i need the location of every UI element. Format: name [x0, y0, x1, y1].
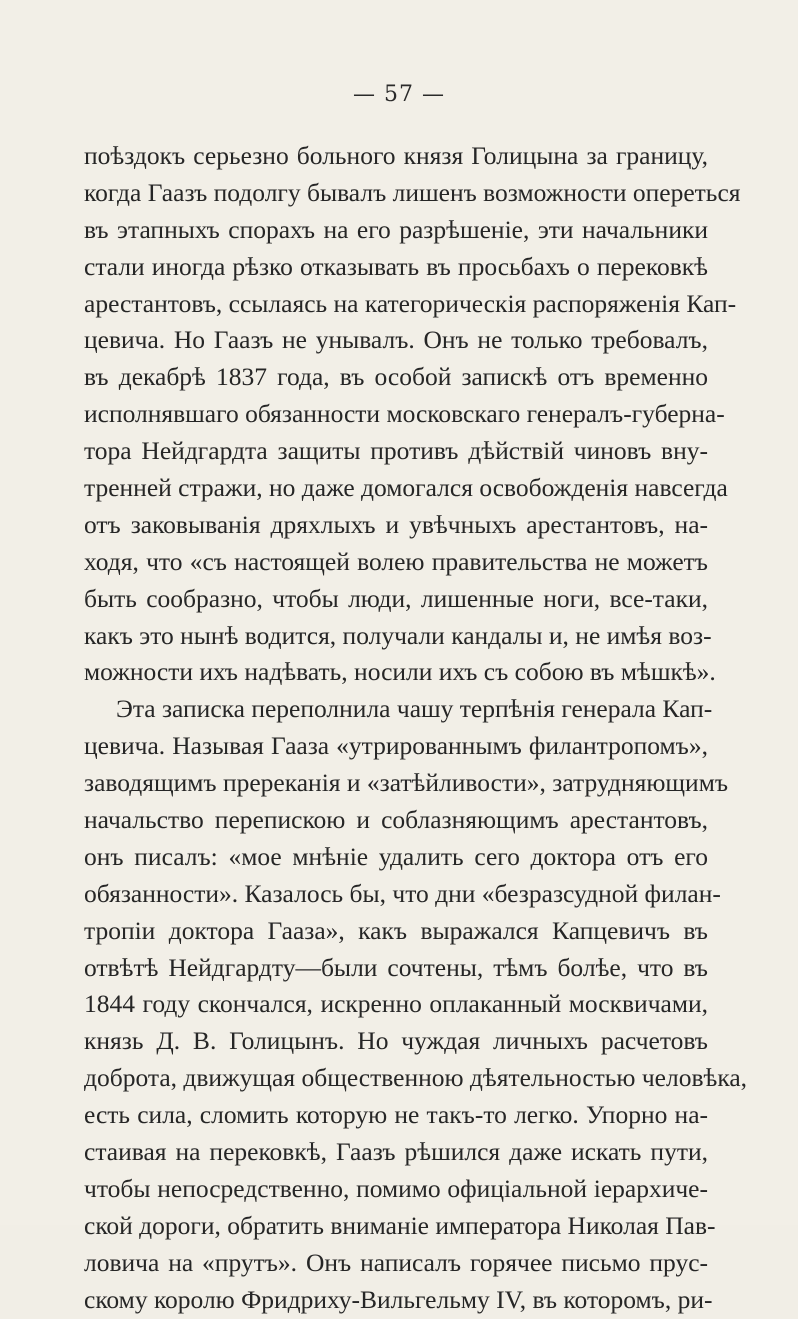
text-line: стаивая на перековкѣ, Гаазъ рѣшился даже искать пути, [84, 1137, 708, 1167]
text-line: князь Д. В. Голицынъ. Но чуждая личныхъ расчетовъ [84, 1026, 708, 1056]
text-line: 1844 году скончался, искренно оплаканный москвичами, [84, 989, 708, 1019]
body-text [84, 138, 748, 1319]
text-line: отвѣтѣ Нейдгардту—были сочтены, тѣмъ болѣе, что въ [84, 952, 708, 982]
text-line: ходя, что «съ настоящей волею правительства не можетъ [84, 546, 708, 576]
text-line: есть сила, сломить которую не такъ-то легко. Упорно на- [84, 1100, 708, 1130]
text-line: доброта, движущая общественною дѣятельностью человѣка, [84, 1063, 748, 1093]
text-line: стали иногда рѣзко отказывать въ просьбахъ о перековкѣ [84, 251, 708, 281]
text-line: арестантовъ, ссылаясь на категорическія распоряженія Кап- [84, 288, 737, 318]
text-line: въ декабрѣ 1837 года, въ особой запискѣ отъ временно [84, 362, 708, 392]
text-line: Эта записка переполнила чашу терпѣнія генерала Кап- [116, 694, 713, 724]
text-line: заводящимъ пререканія и «затѣйливости», затрудняющимъ [84, 768, 729, 798]
text-line: въ этапныхъ спорахъ на его разрѣшеніе, эти начальники [84, 214, 708, 244]
text-line: скому королю Фридриху-Вильгельму IV, въ которомъ, ри- [84, 1284, 713, 1314]
text-line: онъ писалъ: «мое мнѣніе удалить сего доктора отъ его [84, 841, 708, 871]
text-line: цевича. Называя Гааза «утрированнымъ филантропомъ», [84, 731, 708, 761]
text-line: ловича на «прутъ». Онъ написалъ горячее письмо прус- [84, 1247, 708, 1277]
text-line: начальство перепискою и соблазняющимъ арестантовъ, [84, 805, 708, 835]
text-line: какъ это нынѣ водится, получали кандалы и, не имѣя воз- [84, 620, 712, 650]
text-line: обязанности». Казалось бы, что дни «безразсудной филан- [84, 878, 721, 908]
text-line: когда Гаазъ подолгу бывалъ лишенъ возможности опереться [84, 177, 741, 207]
text-line: быть сообразно, чтобы люди, лишенные ноги, все-таки, [84, 583, 708, 613]
text-line: поѣздокъ серьезно больного князя Голицына за границу, [84, 141, 708, 170]
text-line: тренней стражи, но даже домогался освобожденія навсегда [84, 473, 728, 503]
text-line: чтобы непосредственно, помимо офиціальной іерархиче- [84, 1173, 708, 1203]
text-line: тропіи доктора Гааза», какъ выражался Капцевичъ въ [84, 915, 708, 945]
text-line: отъ заковыванія дряхлыхъ и увѣчныхъ арестантовъ, на- [84, 509, 708, 539]
text-line: можности ихъ надѣвать, носили ихъ съ собою въ мѣшкѣ». [84, 657, 716, 687]
text-line: исполнявшаго обязанности московскаго генералъ-губерна- [84, 399, 725, 429]
page-number: — 57 — [353, 82, 445, 107]
text-line: ской дороги, обратить вниманіе императора Николая Пав- [84, 1210, 716, 1240]
text-line: цевича. Но Гаазъ не унывалъ. Онъ не только требовалъ, [84, 325, 708, 355]
text-line: тора Нейдгардта защиты противъ дѣйствій чиновъ вну- [84, 436, 708, 466]
